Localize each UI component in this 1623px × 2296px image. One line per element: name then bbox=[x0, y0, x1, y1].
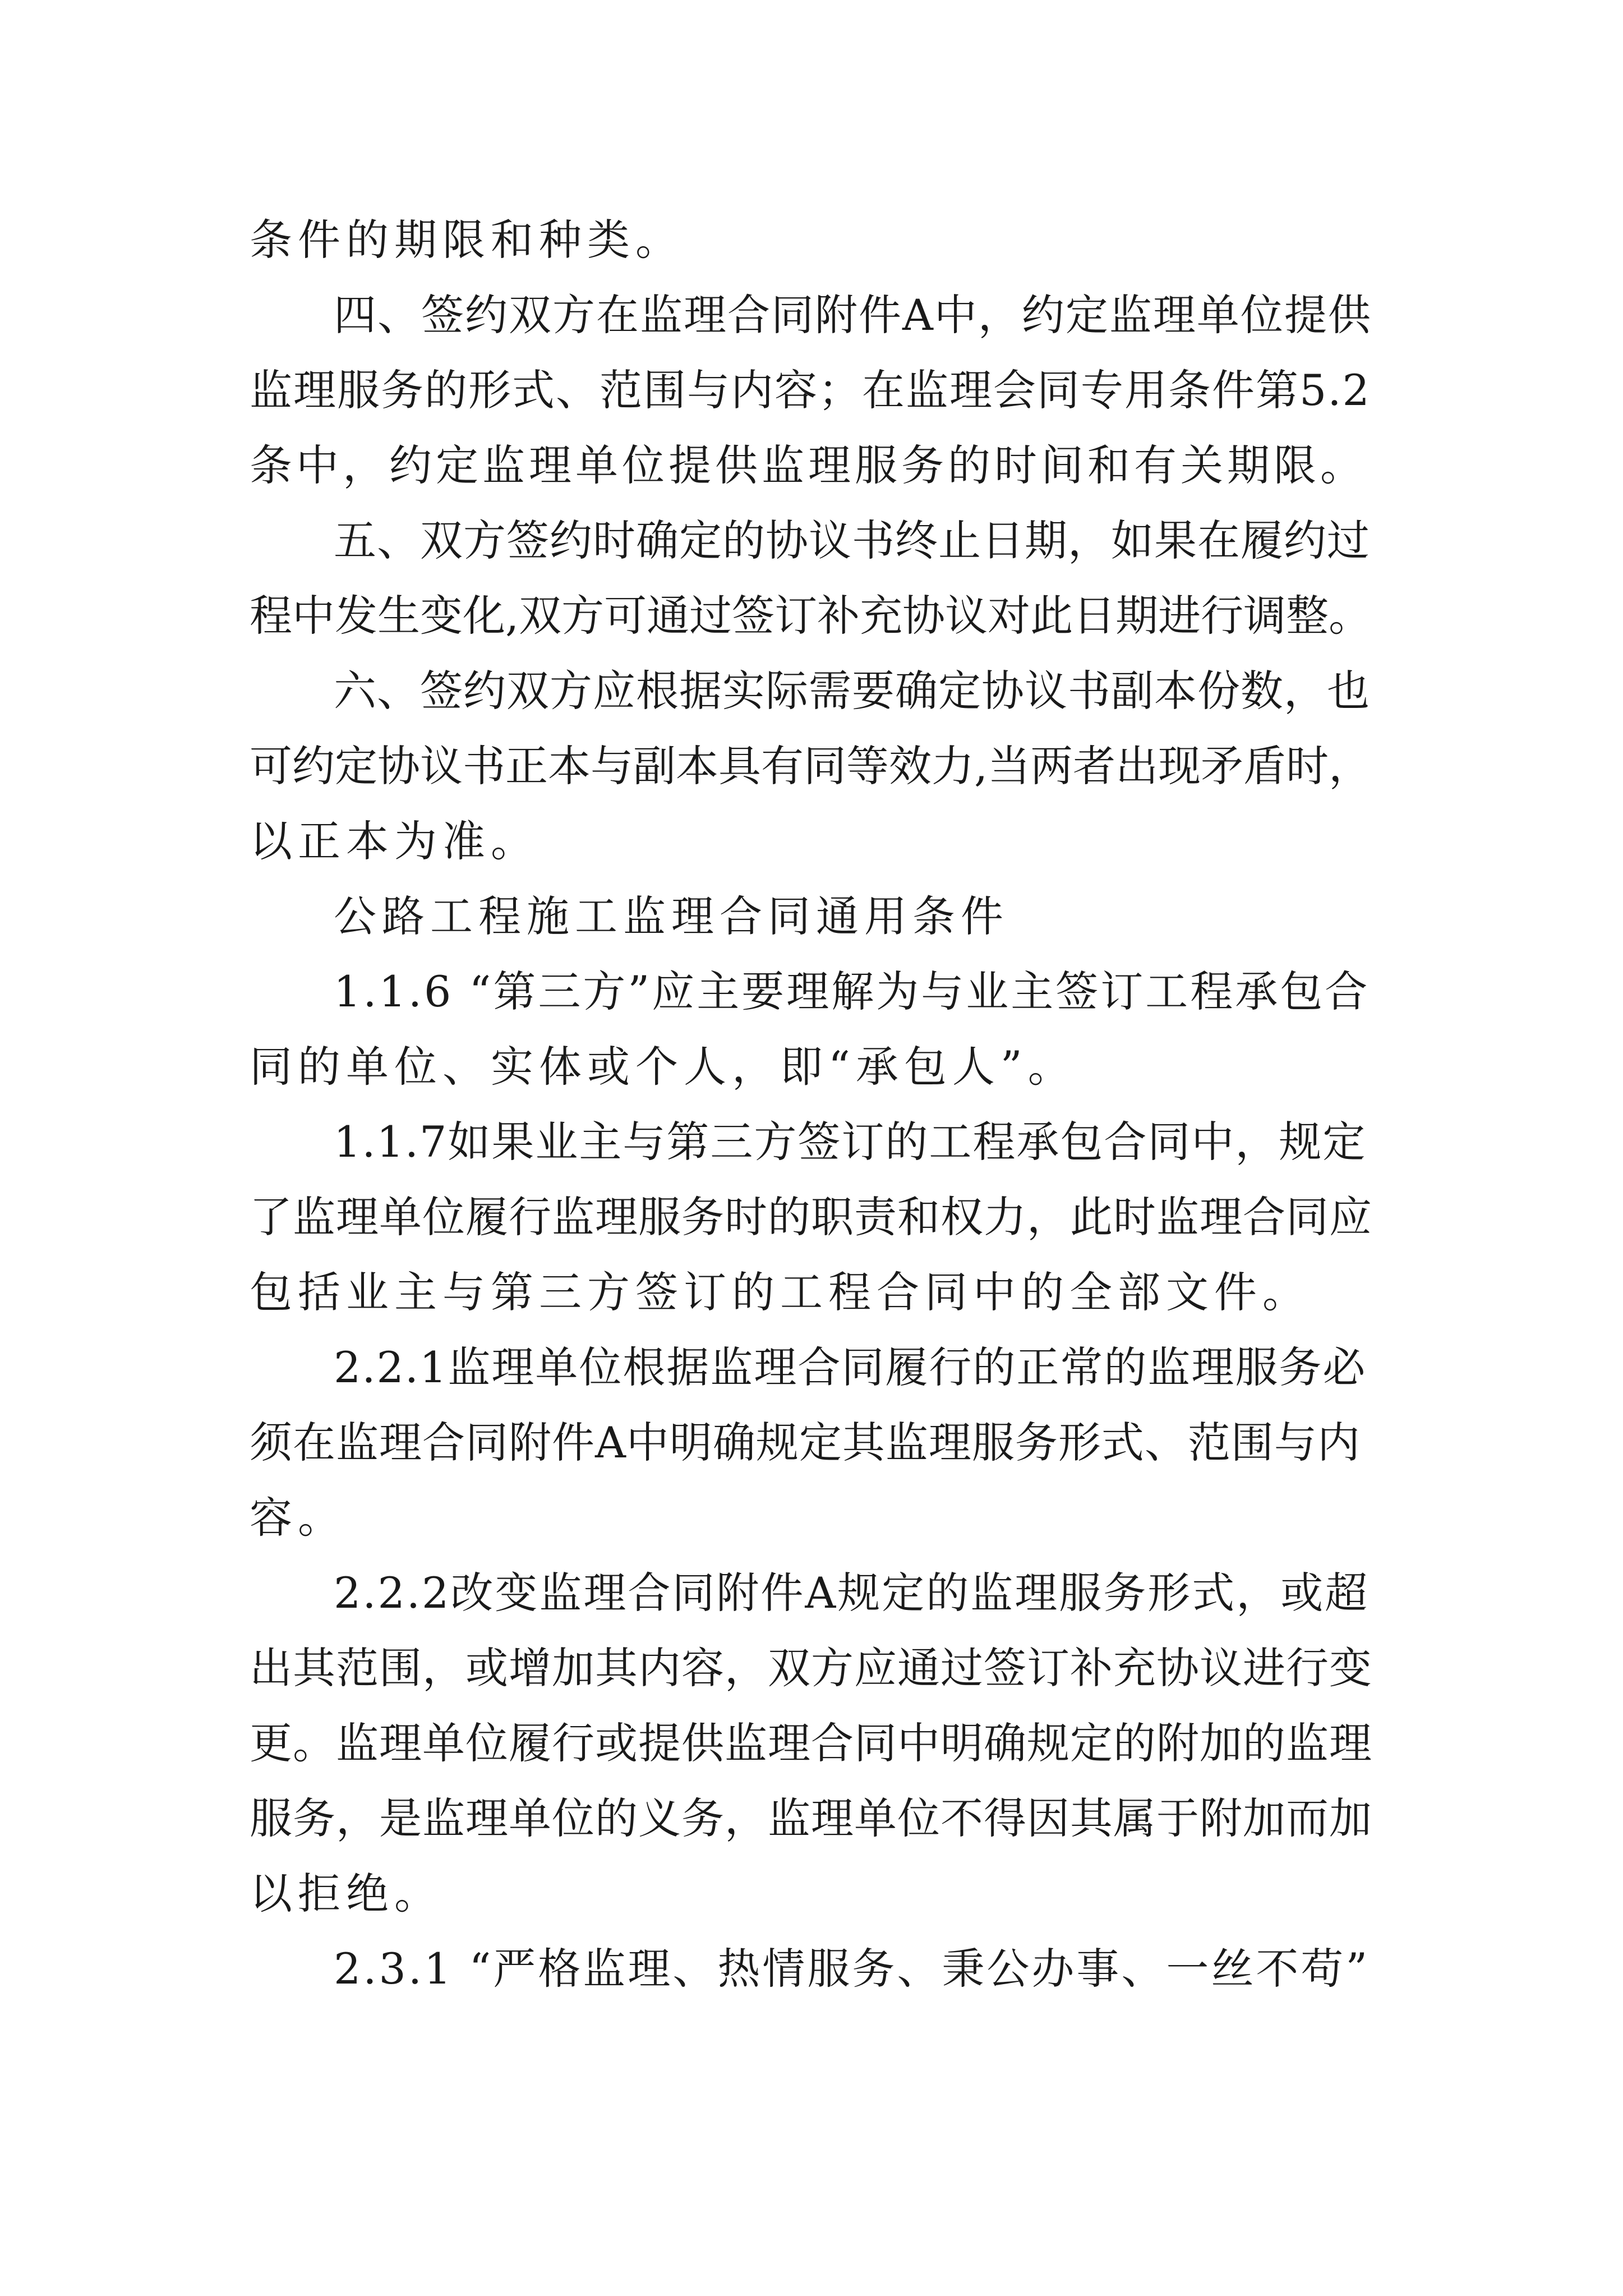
text-line: 1.1.7如果业主与第三方签订的工程承包合同中，规定 bbox=[334, 1117, 1367, 1167]
text-line: 条件的期限和种类。 bbox=[250, 215, 684, 265]
text-line: 可约定协议书正本与副本具有同等效力,当两者出现矛盾时， bbox=[250, 741, 1372, 791]
text-line: 条中，约定监理单位提供监理服务的时间和有关期限。 bbox=[250, 440, 1367, 490]
text-line: 五、双方签约时确定的协议书终止日期，如果在履约过 bbox=[334, 516, 1370, 565]
text-line: 六、签约双方应根据实际需要确定协议书副本份数，也 bbox=[334, 666, 1370, 716]
text-line: 服务，是监理单位的义务，监理单位不得因其属于附加而加 bbox=[250, 1793, 1372, 1843]
text-line: 更。监理单位履行或提供监理合同中明确规定的附加的监理 bbox=[250, 1718, 1372, 1768]
text-line: 1.1.6 “第三方”应主要理解为与业主签订工程承包合 bbox=[334, 967, 1370, 1016]
text-line: 2.2.1监理单位根据监理合同履行的正常的监理服务必 bbox=[334, 1342, 1367, 1392]
text-line: 同的单位、实体或个人，即“承包人”。 bbox=[250, 1042, 1076, 1092]
text-line: 四、签约双方在监理合同附件A中，约定监理单位提供 bbox=[334, 290, 1372, 340]
text-line: 2.2.2改变监理合同附件A规定的监理服务形式，或超 bbox=[334, 1568, 1370, 1618]
text-line: 出其范围，或增加其内容，双方应通过签订补充协议进行变 bbox=[250, 1643, 1372, 1693]
text-line: 容。 bbox=[250, 1493, 346, 1543]
text-line: 程中发生变化,双方可通过签订补充协议对此日期进行调整。 bbox=[250, 591, 1372, 641]
text-line: 包括业主与第三方签订的工程合同中的全部文件。 bbox=[250, 1267, 1311, 1317]
text-line: 了监理单位履行监理服务时的职责和权力，此时监理合同应 bbox=[250, 1192, 1372, 1242]
section-heading: 公路工程施工监理合同通用条件 bbox=[334, 891, 1009, 941]
text-line: 以拒绝。 bbox=[250, 1869, 442, 1918]
text-line: 2.3.1 “严格监理、热情服务、秉公办事、一丝不苟” bbox=[334, 1944, 1370, 1994]
text-line: 以正本为准。 bbox=[250, 816, 539, 866]
text-line: 监理服务的形式、范围与内容；在监理会同专用条件第5.2 bbox=[250, 365, 1371, 415]
text-line: 须在监理合同附件A中明确规定其监理服务形式、范围与内 bbox=[250, 1418, 1361, 1467]
